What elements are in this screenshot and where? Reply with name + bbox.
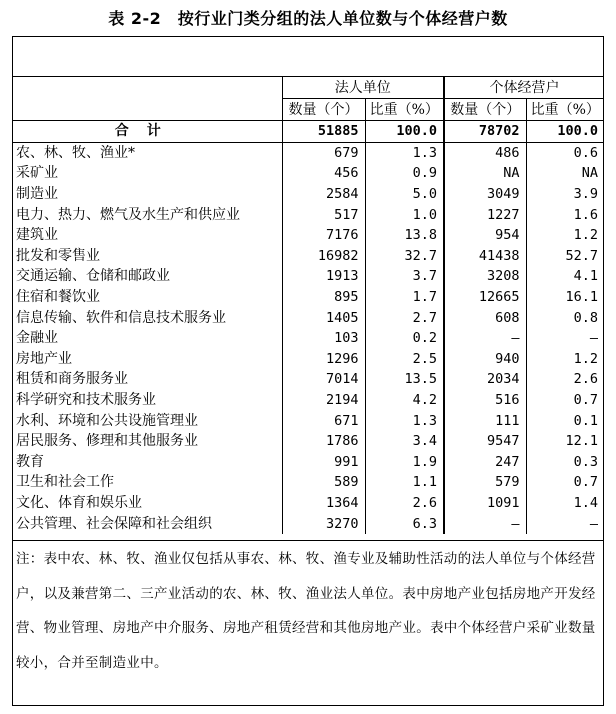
industry-name: 电力、热力、燃气及水生产和供应业 <box>16 206 240 223</box>
total-share-2: 100.0 <box>526 121 604 143</box>
legal-unit-count: 1405 <box>282 307 365 328</box>
household-count: 486 <box>444 142 526 163</box>
note-separator <box>12 540 604 541</box>
legal-unit-count: 456 <box>282 163 365 184</box>
household-count: 954 <box>444 225 526 246</box>
header-corner <box>12 77 282 99</box>
table-row <box>12 369 604 390</box>
legal-unit-count: 16982 <box>282 246 365 267</box>
industry-name: 金融业 <box>16 330 58 347</box>
household-share: — <box>526 328 604 349</box>
table-row <box>12 184 604 205</box>
industry-name: 水利、环境和公共设施管理业 <box>16 412 198 429</box>
header-count-1: 数量（个） <box>282 99 365 121</box>
legal-unit-share: 3.7 <box>365 266 444 287</box>
table-row <box>12 452 604 473</box>
table-row <box>12 328 604 349</box>
household-count: 9547 <box>444 431 526 452</box>
household-share: NA <box>526 163 604 184</box>
legal-unit-share: 1.0 <box>365 204 444 225</box>
legal-unit-share: 32.7 <box>365 246 444 267</box>
household-count: 111 <box>444 410 526 431</box>
footnote: 注：表中农、林、牧、渔业仅包括从事农、林、牧、渔专业及辅助性活动的法人单位与个体经营户，以及兼营第二、三产业活动的农、林、牧、渔业法人单位。表中房地产业包括房地产开发经营、物业管理、房地产中介服务、房地产租赁经营和其他房地产业。表中个体经营户采矿业数量较小，合并至制造业中。 <box>16 551 596 671</box>
header-share-2: 比重（%） <box>526 99 604 121</box>
household-count: 1227 <box>444 204 526 225</box>
table-row <box>12 287 604 308</box>
household-share: — <box>526 513 604 534</box>
header-share-1: 比重（%） <box>365 99 444 121</box>
industry-name: 建筑业 <box>16 227 58 244</box>
household-count: 41438 <box>444 246 526 267</box>
table-row <box>12 390 604 411</box>
household-share: 1.2 <box>526 349 604 370</box>
household-share: 0.1 <box>526 410 604 431</box>
table-row <box>12 204 604 225</box>
legal-unit-share: 0.2 <box>365 328 444 349</box>
household-share: 4.1 <box>526 266 604 287</box>
legal-unit-count: 1913 <box>282 266 365 287</box>
legal-unit-share: 1.1 <box>365 472 444 493</box>
household-share: 16.1 <box>526 287 604 308</box>
industry-name: 交通运输、仓储和邮政业 <box>16 268 170 285</box>
household-count: 940 <box>444 349 526 370</box>
legal-unit-share: 1.7 <box>365 287 444 308</box>
household-count: 516 <box>444 390 526 411</box>
total-count-1: 51885 <box>282 121 365 143</box>
industry-name: 制造业 <box>16 186 58 203</box>
header-legal-units: 法人单位 <box>282 77 444 99</box>
industry-name: 信息传输、软件和信息技术服务业 <box>16 309 226 326</box>
industry-name: 房地产业 <box>16 350 72 367</box>
table-row <box>12 225 604 246</box>
household-share: 0.6 <box>526 142 604 163</box>
household-share: 0.8 <box>526 307 604 328</box>
legal-unit-share: 13.5 <box>365 369 444 390</box>
household-count: — <box>444 328 526 349</box>
legal-unit-count: 895 <box>282 287 365 308</box>
industry-name: 公共管理、社会保障和社会组织 <box>16 515 212 532</box>
legal-unit-count: 679 <box>282 142 365 163</box>
legal-unit-share: 3.4 <box>365 431 444 452</box>
household-share: 52.7 <box>526 246 604 267</box>
household-count: — <box>444 513 526 534</box>
total-share-1: 100.0 <box>365 121 444 143</box>
legal-unit-count: 2194 <box>282 390 365 411</box>
table-row <box>12 431 604 452</box>
header-count-2: 数量（个） <box>444 99 526 121</box>
legal-unit-share: 4.2 <box>365 390 444 411</box>
industry-name: 采矿业 <box>16 165 58 182</box>
legal-unit-count: 7176 <box>282 225 365 246</box>
table-row <box>12 410 604 431</box>
legal-unit-share: 5.0 <box>365 184 444 205</box>
header-row-groups <box>12 77 604 99</box>
industry-name: 住宿和餐饮业 <box>16 289 100 306</box>
legal-unit-count: 589 <box>282 472 365 493</box>
household-share: 0.7 <box>526 472 604 493</box>
industry-name: 科学研究和技术服务业 <box>16 392 156 409</box>
household-count: 1091 <box>444 493 526 514</box>
household-count: 3208 <box>444 266 526 287</box>
legal-unit-count: 103 <box>282 328 365 349</box>
legal-unit-count: 1296 <box>282 349 365 370</box>
header-corner-lower <box>12 99 282 121</box>
table-row <box>12 493 604 514</box>
table-row <box>12 142 604 163</box>
legal-unit-share: 0.9 <box>365 163 444 184</box>
legal-unit-count: 7014 <box>282 369 365 390</box>
household-count: 247 <box>444 452 526 473</box>
legal-unit-share: 2.7 <box>365 307 444 328</box>
table-row <box>12 246 604 267</box>
industry-name: 教育 <box>16 453 44 470</box>
legal-unit-count: 517 <box>282 204 365 225</box>
industry-name: 居民服务、修理和其他服务业 <box>16 433 198 450</box>
industry-name: 农、林、牧、渔业* <box>16 144 135 161</box>
legal-unit-share: 1.9 <box>365 452 444 473</box>
legal-unit-share: 2.6 <box>365 493 444 514</box>
legal-unit-count: 1786 <box>282 431 365 452</box>
household-count: 608 <box>444 307 526 328</box>
household-share: 1.4 <box>526 493 604 514</box>
table-row <box>12 349 604 370</box>
household-count: 12665 <box>444 287 526 308</box>
legal-unit-count: 2584 <box>282 184 365 205</box>
household-share: 3.9 <box>526 184 604 205</box>
household-count: 2034 <box>444 369 526 390</box>
household-share: 1.6 <box>526 204 604 225</box>
industry-name: 批发和零售业 <box>16 247 100 264</box>
header-row-columns <box>12 99 604 121</box>
household-share: 2.6 <box>526 369 604 390</box>
industry-name: 文化、体育和娱乐业 <box>16 494 142 511</box>
legal-unit-share: 2.5 <box>365 349 444 370</box>
legal-unit-share: 1.3 <box>365 410 444 431</box>
industry-name: 租赁和商务服务业 <box>16 371 128 388</box>
table-title: 表 2-2 按行业门类分组的法人单位数与个体经营户数 <box>108 9 508 28</box>
legal-unit-count: 991 <box>282 452 365 473</box>
legal-unit-share: 13.8 <box>365 225 444 246</box>
household-count: NA <box>444 163 526 184</box>
total-row <box>12 121 604 143</box>
total-count-2: 78702 <box>444 121 526 143</box>
table-row <box>12 472 604 493</box>
table-row <box>12 513 604 534</box>
household-share: 12.1 <box>526 431 604 452</box>
household-count: 579 <box>444 472 526 493</box>
table-row <box>12 266 604 287</box>
header-individual-households: 个体经营户 <box>444 77 604 99</box>
table-row <box>12 163 604 184</box>
household-share: 1.2 <box>526 225 604 246</box>
household-share: 0.7 <box>526 390 604 411</box>
household-share: 0.3 <box>526 452 604 473</box>
legal-unit-count: 1364 <box>282 493 365 514</box>
legal-unit-count: 3270 <box>282 513 365 534</box>
table-row <box>12 307 604 328</box>
legal-unit-share: 6.3 <box>365 513 444 534</box>
total-label: 合计 <box>12 121 282 143</box>
legal-unit-count: 671 <box>282 410 365 431</box>
legal-unit-share: 1.3 <box>365 142 444 163</box>
industry-name: 卫生和社会工作 <box>16 474 114 491</box>
data-table <box>12 76 604 534</box>
household-count: 3049 <box>444 184 526 205</box>
